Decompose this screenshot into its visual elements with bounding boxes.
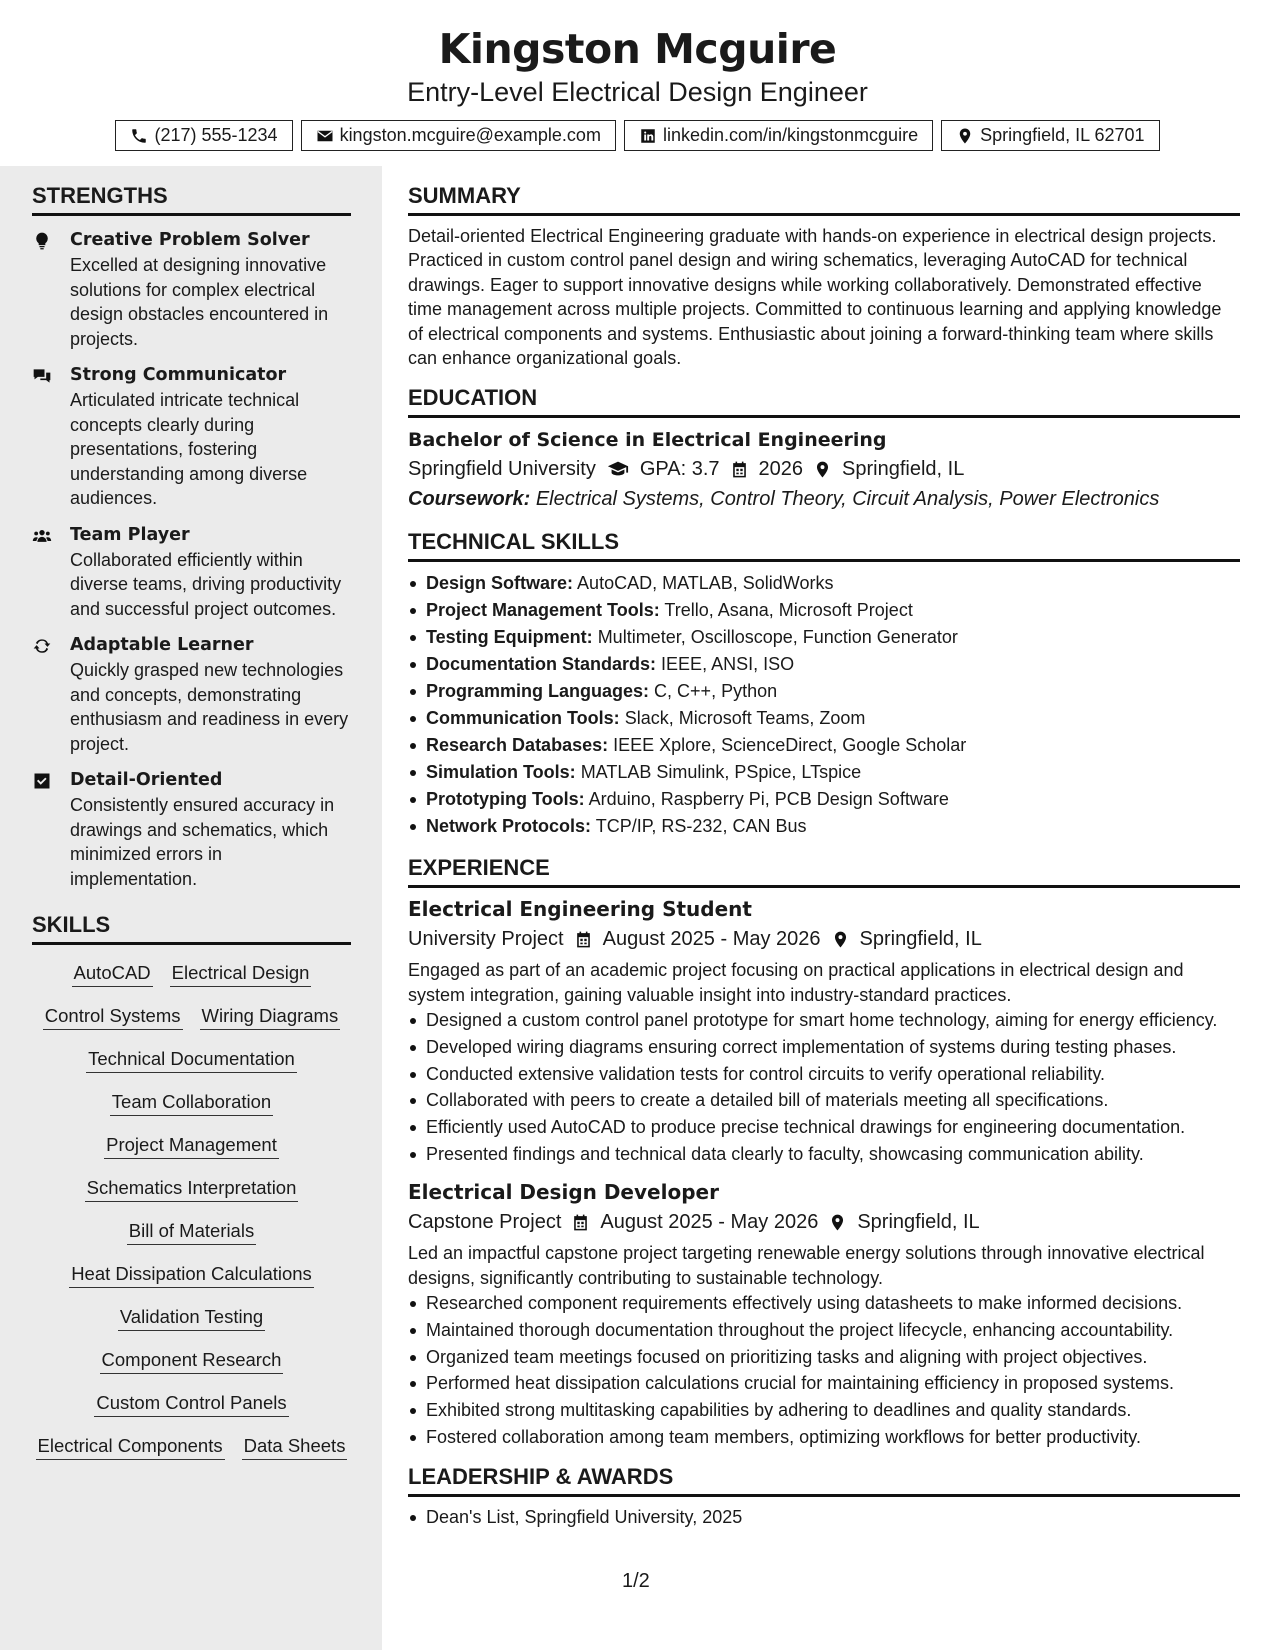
degree-title: Bachelor of Science in Electrical Engineering	[408, 429, 887, 452]
list-item: Exhibited strong multitasking capabilities by adhering to deadlines and quality standards.	[408, 1397, 1240, 1424]
users-icon	[32, 526, 52, 546]
skill-tag: Technical Documentation	[86, 1045, 297, 1073]
check-square-icon	[32, 771, 52, 791]
list-item: Collaborated with peers to create a detailed bill of materials meeting all specifications.	[408, 1087, 1240, 1114]
candidate-role: Entry-Level Electrical Design Engineer	[407, 77, 868, 107]
list-item: Prototyping Tools: Arduino, Raspberry Pi, PCB Design Software	[408, 786, 1240, 813]
job-bullets	[408, 1290, 1240, 1450]
candidate-name: Kingston Mcguire	[438, 25, 837, 73]
email-text: kingston.mcguire@example.com	[339, 125, 601, 145]
list-item: Performed heat dissipation calculations crucial for maintaining efficiency in proposed systems.	[408, 1370, 1240, 1397]
strengths-heading: STRENGTHS	[32, 166, 351, 216]
skills-heading: SKILLS	[32, 903, 351, 945]
coursework-label: Coursework:	[408, 488, 531, 511]
skill-tag: Control Systems	[43, 1002, 183, 1030]
lightbulb-icon	[32, 231, 52, 251]
education-meta	[408, 454, 1240, 484]
strength-title: Detail-Oriented	[70, 770, 223, 790]
comments-icon	[32, 366, 52, 386]
linkedin-text: linkedin.com/in/kingstonmcguire	[662, 125, 919, 145]
map-pin-icon	[828, 1213, 847, 1232]
education-location: Springfield, IL	[842, 458, 965, 481]
job-description: Led an impactful capstone project targeting renewable energy solutions through innovative electrical designs, significantly contributing to sustainable technology.	[408, 1243, 1205, 1288]
strength-desc: Excelled at designing innovative solutions for complex electrical design obstacles encountered in projects.	[70, 255, 329, 349]
job-location: Springfield, IL	[857, 1211, 980, 1234]
strength-item	[32, 523, 352, 622]
strength-desc: Quickly grasped new technologies and concepts, demonstrating enthusiasm and readiness in every project.	[70, 660, 349, 754]
strength-item	[32, 633, 352, 756]
contact-email[interactable]	[301, 120, 616, 151]
graduation-cap-icon	[606, 458, 630, 480]
job-dates: August 2025 - May 2026	[602, 928, 821, 951]
map-pin-icon	[831, 930, 850, 949]
coursework	[408, 484, 1240, 514]
job-title: Electrical Engineering Student	[408, 897, 752, 922]
experience-heading: EXPERIENCE	[408, 840, 1240, 888]
phone-icon	[130, 127, 148, 145]
list-item: Researched component requirements effectively using datasheets to make informed decisions.	[408, 1290, 1240, 1317]
skill-tag: Validation Testing	[118, 1303, 265, 1331]
list-item: Fostered collaboration among team members, optimizing workflows for better productivity.	[408, 1424, 1240, 1451]
leadership-heading: LEADERSHIP & AWARDS	[408, 1451, 1240, 1497]
school-name: Springfield University	[408, 458, 596, 481]
strength-item	[32, 363, 352, 511]
summary-heading: SUMMARY	[408, 166, 1240, 216]
list-item: Project Management Tools: Trello, Asana, Microsoft Project	[408, 597, 1240, 624]
list-item: Research Databases: IEEE Xplore, ScienceDirect, Google Scholar	[408, 732, 1240, 759]
main-content	[408, 166, 1240, 1529]
skills-list	[32, 945, 351, 1460]
list-item: Designed a custom control panel prototype for smart home technology, aiming for energy efficiency.	[408, 1007, 1240, 1034]
job-org: University Project	[408, 928, 564, 951]
contact-linkedin[interactable]	[624, 120, 933, 151]
list-item: Conducted extensive validation tests for control circuits to verify operational reliability.	[408, 1061, 1240, 1088]
list-item: Programming Languages: C, C++, Python	[408, 678, 1240, 705]
job-org: Capstone Project	[408, 1211, 562, 1234]
list-item: Network Protocols: TCP/IP, RS-232, CAN Bus	[408, 813, 1240, 840]
linkedin-icon	[639, 127, 657, 145]
calendar-icon	[571, 1213, 590, 1232]
skill-tag: Electrical Components	[36, 1432, 225, 1460]
list-item: Documentation Standards: IEEE, ANSI, ISO	[408, 651, 1240, 678]
job-location: Springfield, IL	[859, 928, 982, 951]
skill-tag: Wiring Diagrams	[200, 1002, 341, 1030]
strengths-list	[32, 216, 352, 891]
strength-title: Creative Problem Solver	[70, 230, 310, 250]
education-heading: EDUCATION	[408, 372, 1240, 418]
list-item: Organized team meetings focused on prioritizing tasks and aligning with project objectives.	[408, 1344, 1240, 1371]
job-bullets	[408, 1007, 1240, 1167]
strength-desc: Articulated intricate technical concepts clearly during presentations, fostering understanding among diverse audiences.	[70, 390, 308, 508]
phone-text: (217) 555-1234	[154, 125, 278, 145]
job-dates: August 2025 - May 2026	[600, 1211, 819, 1234]
graduation-year: 2026	[758, 458, 804, 481]
job-description: Engaged as part of an academic project focusing on practical applications in electrical design and system integration, gaining valuable insight into industry-standard practices.	[408, 960, 1184, 1005]
strength-title: Adaptable Learner	[70, 635, 254, 655]
technical-skills-list	[408, 562, 1240, 840]
envelope-icon	[316, 127, 334, 145]
sync-icon	[32, 636, 52, 656]
list-item: Dean's List, Springfield University, 2025	[408, 1505, 1240, 1529]
calendar-icon	[730, 460, 749, 479]
map-pin-icon	[813, 460, 832, 479]
list-item: Developed wiring diagrams ensuring correct implementation of systems during testing phases.	[408, 1034, 1240, 1061]
strength-desc: Collaborated efficiently within diverse teams, driving productivity and successful project outcomes.	[70, 549, 342, 619]
skill-tag: Project Management	[104, 1131, 279, 1159]
list-item: Maintained thorough documentation throughout the project lifecycle, enhancing accountability.	[408, 1317, 1240, 1344]
list-item: Design Software: AutoCAD, MATLAB, SolidWorks	[408, 570, 1240, 597]
strength-item	[32, 228, 352, 351]
page-number: 1/2	[622, 1570, 650, 1592]
list-item: Testing Equipment: Multimeter, Oscilloscope, Function Generator	[408, 624, 1240, 651]
job-meta	[408, 924, 1240, 954]
gpa-text: GPA: 3.7	[639, 458, 720, 481]
technical-skills-heading: TECHNICAL SKILLS	[408, 514, 1240, 562]
skill-tag: Custom Control Panels	[94, 1389, 288, 1417]
job-title: Electrical Design Developer	[408, 1180, 719, 1205]
resume-header	[0, 0, 1275, 166]
skill-tag: Component Research	[100, 1346, 284, 1374]
list-item: Simulation Tools: MATLAB Simulink, PSpice, LTspice	[408, 759, 1240, 786]
strength-title: Strong Communicator	[70, 365, 287, 385]
skill-tag: Bill of Materials	[127, 1217, 256, 1245]
leadership-list	[408, 1497, 1240, 1529]
strength-item	[32, 768, 352, 891]
skill-tag: Heat Dissipation Calculations	[69, 1260, 314, 1288]
skill-tag: Team Collaboration	[110, 1088, 273, 1116]
map-pin-icon	[956, 127, 974, 145]
contact-bar	[0, 120, 1275, 151]
skill-tag: AutoCAD	[72, 959, 153, 987]
coursework-list: Electrical Systems, Control Theory, Circuit Analysis, Power Electronics	[535, 488, 1160, 511]
skill-tag: Schematics Interpretation	[85, 1174, 299, 1202]
skill-tag: Electrical Design	[170, 959, 312, 987]
summary-text: Detail-oriented Electrical Engineering graduate with hands-on experience in electrical design projects. Practiced in custom control panel design and wiring schematics, leveraging AutoCAD for technical drawings. Eager to support innovative designs while working collaboratively. Demonstrated effective time management across multiple projects. Committed to continuous learning and applying knowledge of electrical components and systems. Enthusiastic about joining a forward-thinking team where skills can enhance organizational goals.	[408, 226, 1222, 369]
sidebar	[0, 166, 382, 1650]
list-item: Presented findings and technical data clearly to faculty, showcasing communication ability.	[408, 1141, 1240, 1168]
contact-phone[interactable]	[115, 120, 292, 151]
contact-location	[941, 120, 1159, 151]
skill-tag: Data Sheets	[242, 1432, 348, 1460]
strength-title: Team Player	[70, 524, 190, 545]
list-item: Communication Tools: Slack, Microsoft Teams, Zoom	[408, 705, 1240, 732]
job-meta	[408, 1207, 1240, 1237]
list-item: Efficiently used AutoCAD to produce precise technical drawings for engineering documentation.	[408, 1114, 1240, 1141]
calendar-icon	[574, 930, 593, 949]
location-text: Springfield, IL 62701	[980, 125, 1145, 145]
strength-desc: Consistently ensured accuracy in drawings and schematics, which minimized errors in implementation.	[70, 795, 335, 889]
